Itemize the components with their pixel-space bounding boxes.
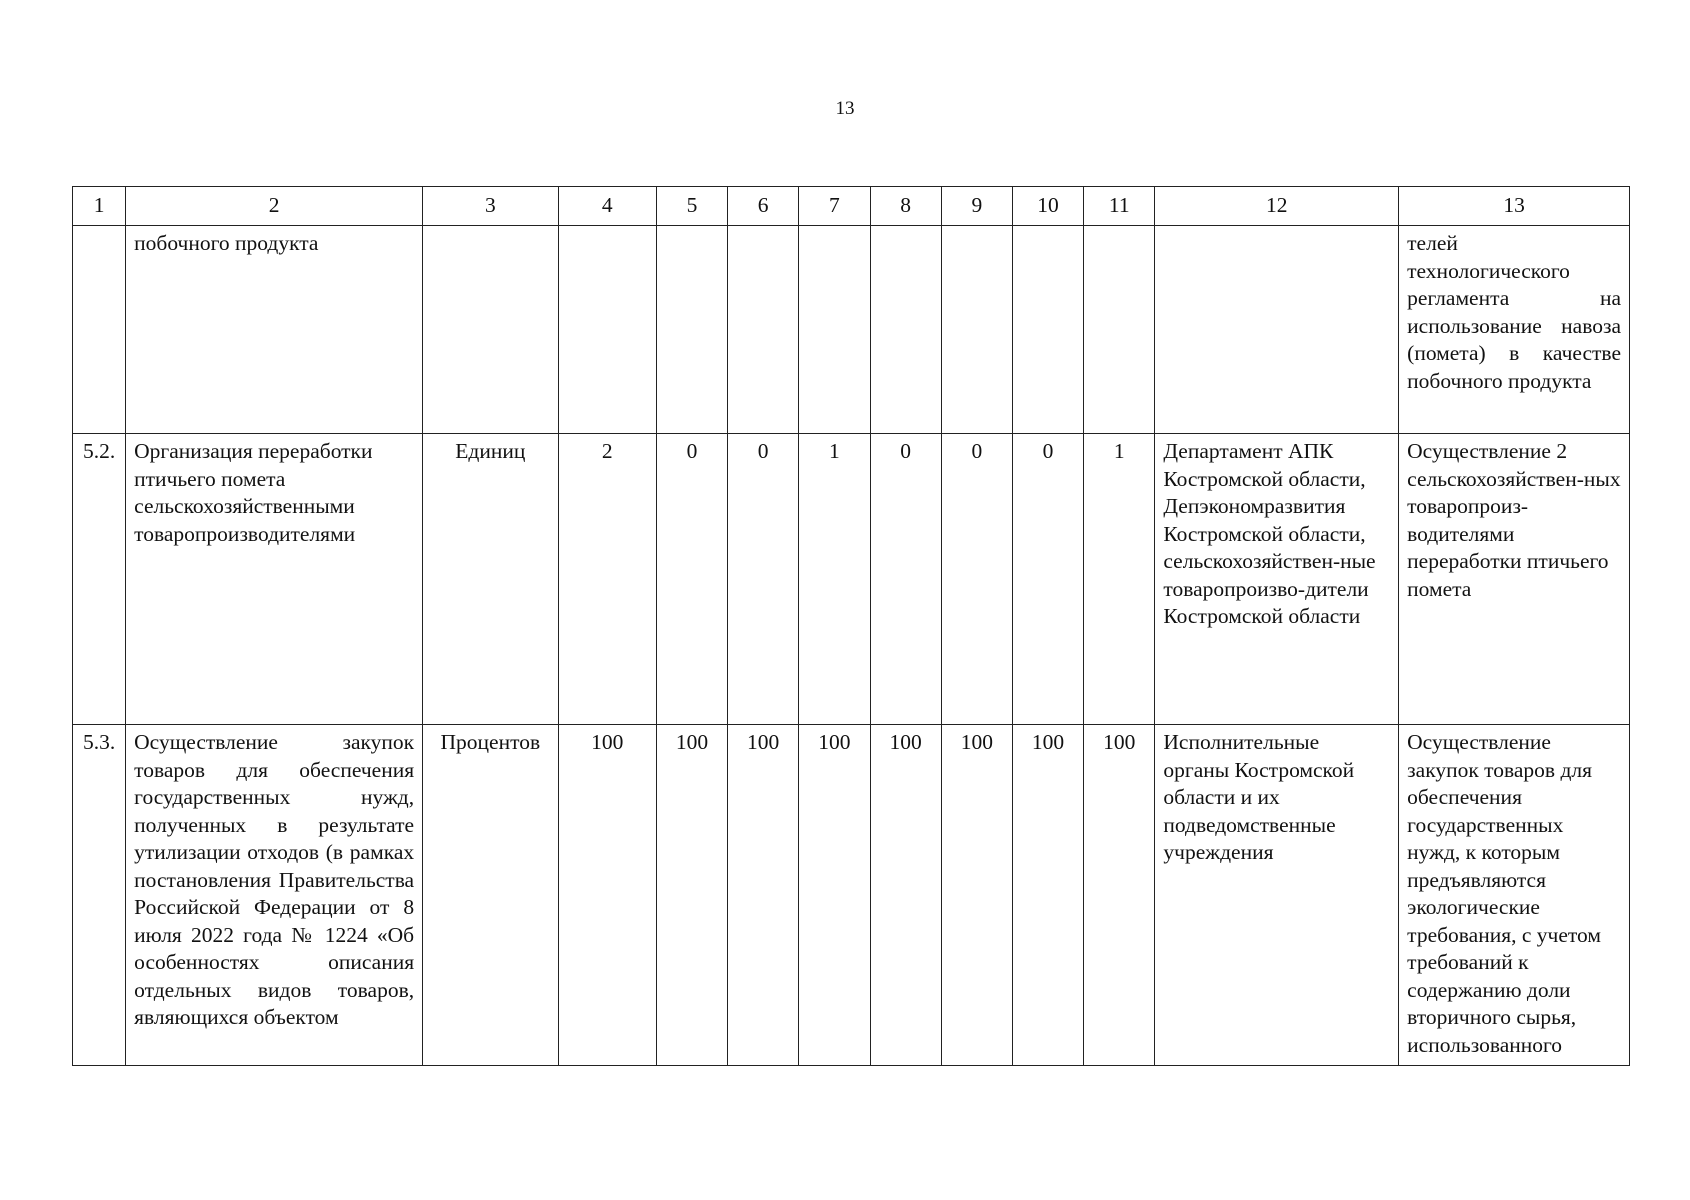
responsible-cell [1155,226,1399,434]
value-cell: 100 [656,725,727,1066]
value-cell: 100 [941,725,1012,1066]
value-cell: 100 [728,725,799,1066]
value-cell: 1 [1084,434,1155,725]
value-cell [558,226,656,434]
measures-table [72,186,1630,1066]
column-header: 10 [1012,187,1083,226]
result-cell: Осуществление закупок товаров для обеспечения государственных нужд, к которым предъявляются экологические требования, с учетом требований к содержанию доли вторичного сырья, использованного [1399,725,1630,1066]
value-cell [941,226,1012,434]
responsible-cell: Департамент АПК Костромской области, Депэкономразвития Костромской области, сельскохозяйствен-ные товаропроизво-дители Костромской области [1155,434,1399,725]
value-cell [1084,226,1155,434]
value-cell: 100 [1084,725,1155,1066]
column-header: 6 [728,187,799,226]
table-row [73,226,1630,434]
column-header: 1 [73,187,126,226]
result-cell: телей технологического регламента на использование навоза (помета) в качестве побочного продукта [1399,226,1630,434]
row-number-cell: 5.2. [73,434,126,725]
value-cell [728,226,799,434]
value-cell: 0 [1012,434,1083,725]
value-cell: 100 [1012,725,1083,1066]
measure-name-cell: Организация переработки птичьего помета сельскохозяйственными товаропроизводителями [126,434,423,725]
table-row [73,725,1630,1066]
column-header: 3 [423,187,558,226]
responsible-cell: Исполнительные органы Костромской области и их подведомственные учреждения [1155,725,1399,1066]
value-cell: 2 [558,434,656,725]
unit-cell [423,226,558,434]
column-header: 8 [870,187,941,226]
column-header: 11 [1084,187,1155,226]
value-cell: 0 [728,434,799,725]
value-cell: 1 [799,434,870,725]
column-header: 2 [126,187,423,226]
measure-name-cell: Осуществление закупок товаров для обеспечения государственных нужд, полученных в результате утилизации отходов (в рамках постановления Правительства Российской Федерации от 8 июля 2022 года № 1224 «Об особенностях описания отдельных видов товаров, являющихся объектом [126,725,423,1066]
value-cell: 100 [870,725,941,1066]
row-number-cell: 5.3. [73,725,126,1066]
column-header: 12 [1155,187,1399,226]
value-cell: 0 [656,434,727,725]
unit-cell: Процентов [423,725,558,1066]
column-header: 4 [558,187,656,226]
value-cell [799,226,870,434]
value-cell [870,226,941,434]
page-number: 13 [835,98,855,119]
value-cell [1012,226,1083,434]
header-row [73,187,1630,226]
value-cell: 100 [558,725,656,1066]
value-cell: 0 [870,434,941,725]
row-number-cell [73,226,126,434]
measure-name-cell: побочного продукта [126,226,423,434]
column-header: 13 [1399,187,1630,226]
value-cell [656,226,727,434]
value-cell: 0 [941,434,1012,725]
result-cell: Осуществление 2 сельскохозяйствен-ных товаропроиз-водителями переработки птичьего помета [1399,434,1630,725]
value-cell: 100 [799,725,870,1066]
unit-cell: Единиц [423,434,558,725]
table-row [73,434,1630,725]
column-header: 9 [941,187,1012,226]
column-header: 5 [656,187,727,226]
column-header: 7 [799,187,870,226]
